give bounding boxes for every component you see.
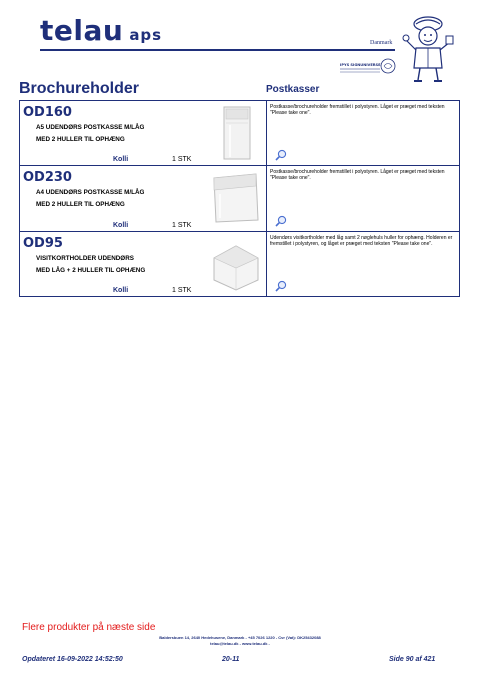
kolli-label: Kolli bbox=[113, 222, 129, 229]
product-code: OD95 bbox=[23, 236, 63, 251]
product-row bbox=[20, 166, 459, 232]
description-line: A4 UDENDØRS POSTKASSE M/LÅG bbox=[36, 189, 145, 196]
product-description bbox=[36, 187, 216, 211]
product-image bbox=[210, 105, 262, 161]
more-products-note: Flere produkter på næste side bbox=[22, 622, 156, 633]
description-line: A5 UDENDØRS POSTKASSE M/LÅG bbox=[36, 124, 145, 131]
kolli-label: Kolli bbox=[113, 156, 129, 163]
product-info: Postkasse/brochureholder fremstillet i polystyren. Låget er præget med teksten "Please take one". bbox=[270, 104, 445, 117]
updated-timestamp: Opdateret 16-09-2022 14:52:50 bbox=[22, 656, 123, 663]
zoom-icon[interactable] bbox=[275, 215, 287, 227]
column-divider bbox=[266, 166, 267, 231]
product-info: Udendørs visitkortholder med låg samt 2 nøglehuls huller for ophæng. Holderen er fremstillet i polystyren, og låget er præget med teksten "Please take one". bbox=[270, 235, 453, 248]
product-row bbox=[20, 101, 459, 166]
kolli-value: 1 STK bbox=[172, 222, 192, 229]
description-line: MED 2 HULLER TIL OPHÆNG bbox=[36, 201, 125, 208]
logo-suffix: aps bbox=[129, 26, 163, 44]
country-label: Danmark bbox=[370, 40, 393, 46]
description-line: MED 2 HULLER TIL OPHÆNG bbox=[36, 136, 125, 143]
product-image bbox=[210, 170, 262, 226]
product-code: OD230 bbox=[23, 170, 72, 185]
description-line: MED LÅG + 2 HULLER TIL OPHÆNG bbox=[36, 267, 146, 274]
product-row bbox=[20, 232, 459, 296]
kolli-label: Kolli bbox=[113, 287, 129, 294]
company-logo bbox=[40, 14, 162, 47]
zoom-icon[interactable] bbox=[275, 149, 287, 161]
company-address: Baldersbuen 14, 2640 Hedehusene, Danmark - +45 7026 1220 - Cvr (Vat): DK25432088 bbox=[159, 635, 321, 640]
mascot-logo bbox=[402, 14, 454, 84]
partner-logo bbox=[340, 56, 396, 80]
product-table bbox=[19, 100, 460, 297]
header-divider bbox=[40, 49, 395, 51]
product-description bbox=[36, 253, 216, 277]
section-title: Postkasser bbox=[266, 84, 320, 95]
kolli-value: 1 STK bbox=[172, 287, 192, 294]
svg-text:IPYS SIGNUNIVERSE: IPYS SIGNUNIVERSE bbox=[340, 63, 381, 67]
page-number: Side 90 af 421 bbox=[389, 656, 436, 663]
page-reference: 20-11 bbox=[222, 656, 240, 663]
description-line: VISITKORTHOLDER UDENDØRS bbox=[36, 255, 134, 262]
product-code: OD160 bbox=[23, 105, 72, 120]
company-contact: telau@telau.dk - www.telau.dk - bbox=[210, 641, 270, 646]
column-divider bbox=[266, 232, 267, 296]
kolli-value: 1 STK bbox=[172, 156, 192, 163]
page-title: Brochureholder bbox=[19, 80, 140, 97]
product-image bbox=[210, 236, 262, 292]
column-divider bbox=[266, 101, 267, 165]
product-description bbox=[36, 122, 216, 146]
product-info: Postkasse/brochureholder fremstillet i polystyren. Låget er præget med teksten "Please take one". bbox=[270, 169, 445, 182]
zoom-icon[interactable] bbox=[275, 280, 287, 292]
logo-name: telau bbox=[40, 14, 124, 47]
